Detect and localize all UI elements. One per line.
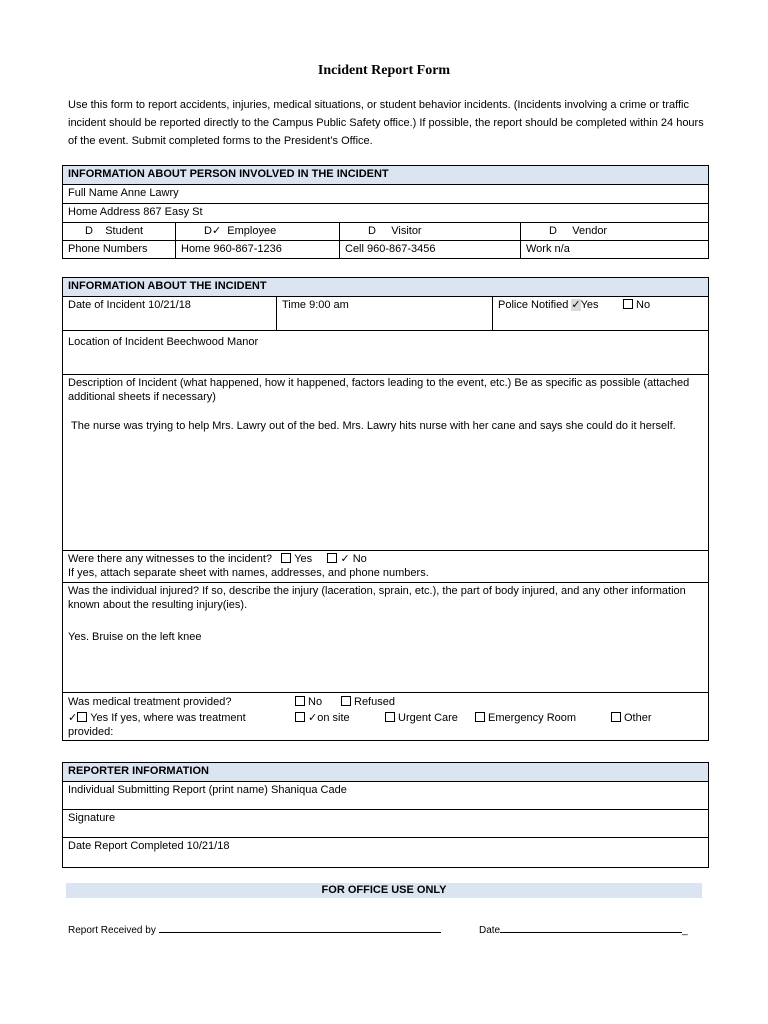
office-date-label: Date (479, 925, 501, 936)
injury-field[interactable] (63, 582, 709, 692)
injury-question: Was the individual injured? If so, describe the injury (laceration, sprain, etc.), the part of body injured, and any other information known about the resulting injury(ies). (68, 584, 686, 611)
urgent-care-checkbox[interactable] (385, 712, 395, 722)
description-field[interactable] (63, 375, 709, 551)
type-label: Visitor (391, 225, 422, 237)
treatment-no-checkbox[interactable] (295, 696, 305, 706)
onsite-checkbox[interactable] (295, 712, 305, 722)
police-no-checkbox[interactable] (623, 299, 633, 309)
police-notified-field (493, 297, 709, 331)
reporter-section-header: REPORTER INFORMATION (63, 763, 709, 782)
police-notified-label: Police Notified (498, 299, 569, 311)
treatment-field (63, 692, 709, 740)
type-label: Employee (227, 225, 277, 237)
incident-section (62, 277, 709, 741)
witness-question: Were there any witnesses to the incident? (68, 553, 273, 565)
check-icon: ✓ (308, 711, 318, 724)
check-icon: ✓ (340, 553, 350, 565)
date-of-incident-field[interactable]: Date of Incident 10/21/18 (63, 297, 277, 331)
onsite-label: on site (317, 711, 350, 724)
office-date-line[interactable] (500, 923, 682, 933)
type-label: Student (105, 225, 144, 237)
type-label: Vendor (572, 225, 608, 237)
type-mark: D (85, 225, 93, 237)
office-date-row (479, 923, 688, 937)
home-phone-field[interactable]: Home 960-867-1236 (176, 241, 340, 259)
type-vendor-checkbox[interactable] (521, 223, 709, 241)
check-icon: ✓ (571, 299, 581, 311)
home-address-field[interactable]: Home Address 867 Easy St (63, 204, 709, 223)
received-by-line[interactable] (159, 923, 441, 933)
type-employee-checkbox[interactable] (176, 223, 340, 241)
treatment-question: Was medical treatment provided? (68, 695, 232, 708)
type-mark: D (549, 225, 557, 237)
treatment-yes-checkbox[interactable] (77, 712, 87, 722)
intro-text: Use this form to report accidents, injuries, medical situations, or student behavior incidents. (Incidents involving a crime or traffic incident should be reported directly to the Campus Public Safety office.) If possible, the report should be completed within 24 hours of the event. Submit completed forms to the President’s Office. (68, 99, 704, 147)
office-use-header: FOR OFFICE USE ONLY (66, 883, 702, 898)
police-no-label: No (636, 299, 651, 311)
cell-phone-field[interactable]: Cell 960-867-3456 (340, 241, 521, 259)
form-title: Incident Report Form (317, 63, 451, 78)
type-student-checkbox[interactable] (63, 223, 176, 241)
witness-yes-label: Yes (294, 553, 313, 565)
full-name-field[interactable]: Full Name Anne Lawry (63, 185, 709, 204)
witness-yes-checkbox[interactable] (281, 553, 291, 563)
witness-no-label: No (352, 553, 367, 565)
injury-answer: Yes. Bruise on the left knee (68, 631, 202, 644)
date-completed-field[interactable]: Date Report Completed 10/21/18 (63, 838, 709, 868)
person-section-header: INFORMATION ABOUT PERSON INVOLVED IN THE INCIDENT (63, 166, 709, 185)
work-phone-field[interactable]: Work n/a (521, 241, 709, 259)
witness-note: If yes, attach separate sheet with names, addresses, and phone numbers. (68, 567, 429, 580)
witness-field (63, 551, 709, 583)
emergency-room-checkbox[interactable] (475, 712, 485, 722)
received-by-label: Report Received by (68, 925, 156, 936)
description-answer: The nurse was trying to help Mrs. Lawry out of the bed. Mrs. Lawry hits nurse with her cane and says she could do it herself. (71, 419, 676, 432)
time-of-incident-field[interactable]: Time 9:00 am (277, 297, 493, 331)
office-date-tail: _ (682, 925, 688, 936)
treatment-no-label: No (308, 695, 323, 708)
type-visitor-checkbox[interactable] (340, 223, 521, 241)
reporter-name-field[interactable]: Individual Submitting Report (print name) Shaniqua Cade (63, 782, 709, 810)
witness-no-checkbox[interactable] (327, 553, 337, 563)
check-icon: ✓ (68, 711, 78, 724)
reporter-section (62, 762, 709, 868)
other-label: Other (624, 711, 652, 724)
treatment-refused-checkbox[interactable] (341, 696, 351, 706)
type-mark: D (368, 225, 376, 237)
signature-field[interactable]: Signature (63, 810, 709, 838)
police-yes-label: Yes (580, 299, 599, 311)
received-by-row (68, 923, 441, 937)
person-section (62, 165, 709, 259)
emergency-room-label: Emergency Room (488, 711, 577, 724)
treatment-yes-label: Yes If yes, where was treatment (90, 711, 246, 724)
police-yes-checkbox[interactable] (571, 299, 580, 311)
other-checkbox[interactable] (611, 712, 621, 722)
location-field[interactable]: Location of Incident Beechwood Manor (63, 331, 709, 375)
phone-numbers-label: Phone Numbers (63, 241, 176, 259)
treatment-provided-label: provided: (68, 725, 114, 738)
urgent-care-label: Urgent Care (398, 711, 458, 724)
incident-section-header: INFORMATION ABOUT THE INCIDENT (63, 278, 709, 297)
type-mark: D✓ (204, 225, 222, 237)
treatment-refused-label: Refused (354, 695, 395, 708)
description-prompt: Description of Incident (what happened, how it happened, factors leading to the event, etc.) Be as specific as possible (attached additional sheets if necessary) (68, 377, 690, 404)
